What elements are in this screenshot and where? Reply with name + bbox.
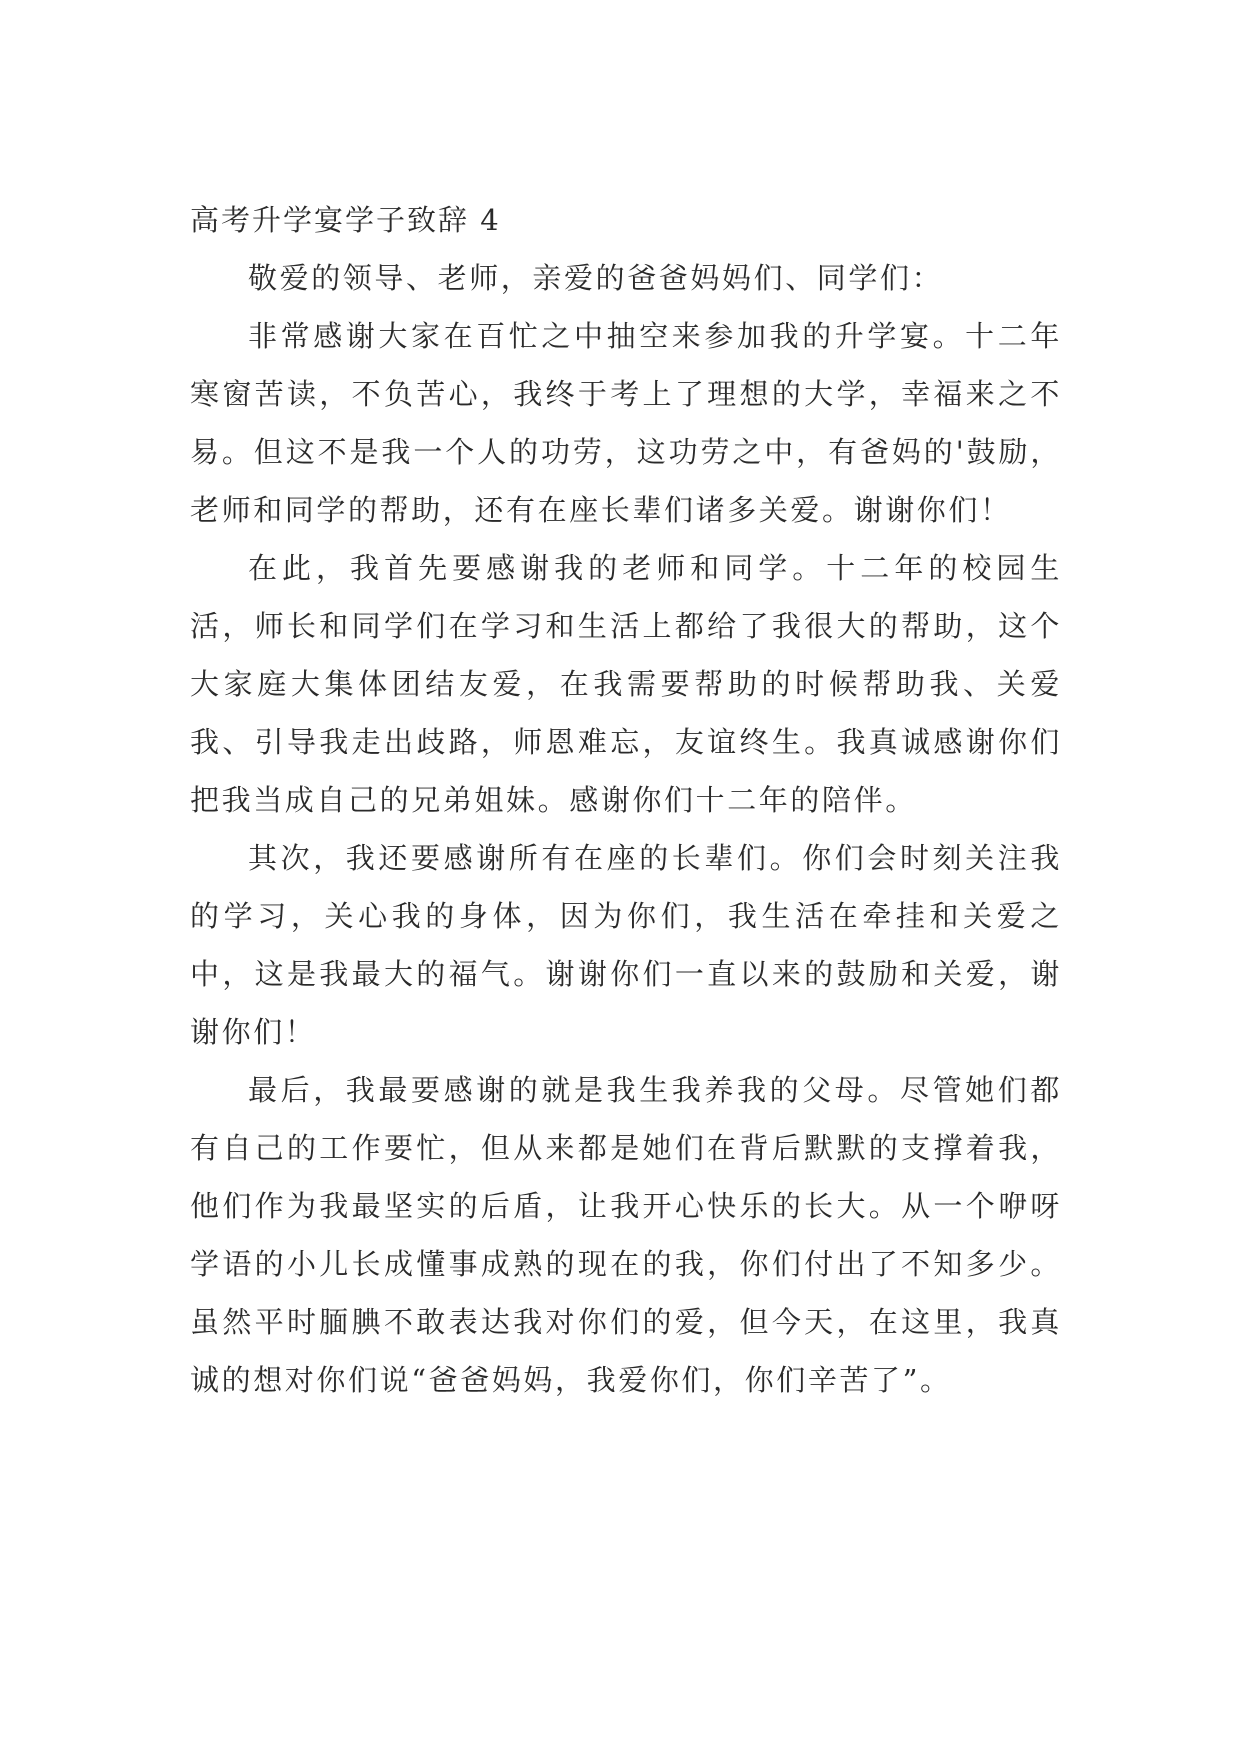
paragraph-thanks-guests: 非常感谢大家在百忙之中抽空来参加我的升学宴。十二年寒窗苦读，不负苦心，我终于考上了理想的大学，幸福来之不易。但这不是我一个人的功劳，这功劳之中，有爸妈的'鼓励，老师和同学的帮助，还有在座长辈们诸多关爱。谢谢你们！ <box>190 319 1062 527</box>
document-title: 高考升学宴学子致辞 4 <box>190 203 501 237</box>
paragraph-thanks-elders: 其次，我还要感谢所有在座的长辈们。你们会时刻关注我的学习，关心我的身体，因为你们，我生活在牵挂和关爱之中，这是我最大的福气。谢谢你们一直以来的鼓励和关爱，谢谢你们！ <box>190 841 1062 1049</box>
paragraph-thanks-teachers: 在此，我首先要感谢我的老师和同学。十二年的校园生活，师长和同学们在学习和生活上都给了我很大的帮助，这个大家庭大集体团结友爱，在我需要帮助的时候帮助我、关爱我、引导我走出歧路，师恩难忘，友谊终生。我真诚感谢你们把我当成自己的兄弟姐妹。感谢你们十二年的陪伴。 <box>190 551 1062 817</box>
paragraph-thanks-parents: 最后，我最要感谢的就是我生我养我的父母。尽管她们都有自己的工作要忙，但从来都是她们在背后默默的支撑着我，他们作为我最坚实的后盾，让我开心快乐的长大。从一个咿呀学语的小儿长成懂事成熟的现在的我，你们付出了不知多少。虽然平时腼腆不敢表达我对你们的爱，但今天，在这里，我真诚的想对你们说“爸爸妈妈，我爱你们，你们辛苦了”。 <box>190 1073 1062 1397</box>
document-body <box>190 191 1062 1409</box>
salutation: 敬爱的领导、老师，亲爱的爸爸妈妈们、同学们： <box>248 261 944 295</box>
